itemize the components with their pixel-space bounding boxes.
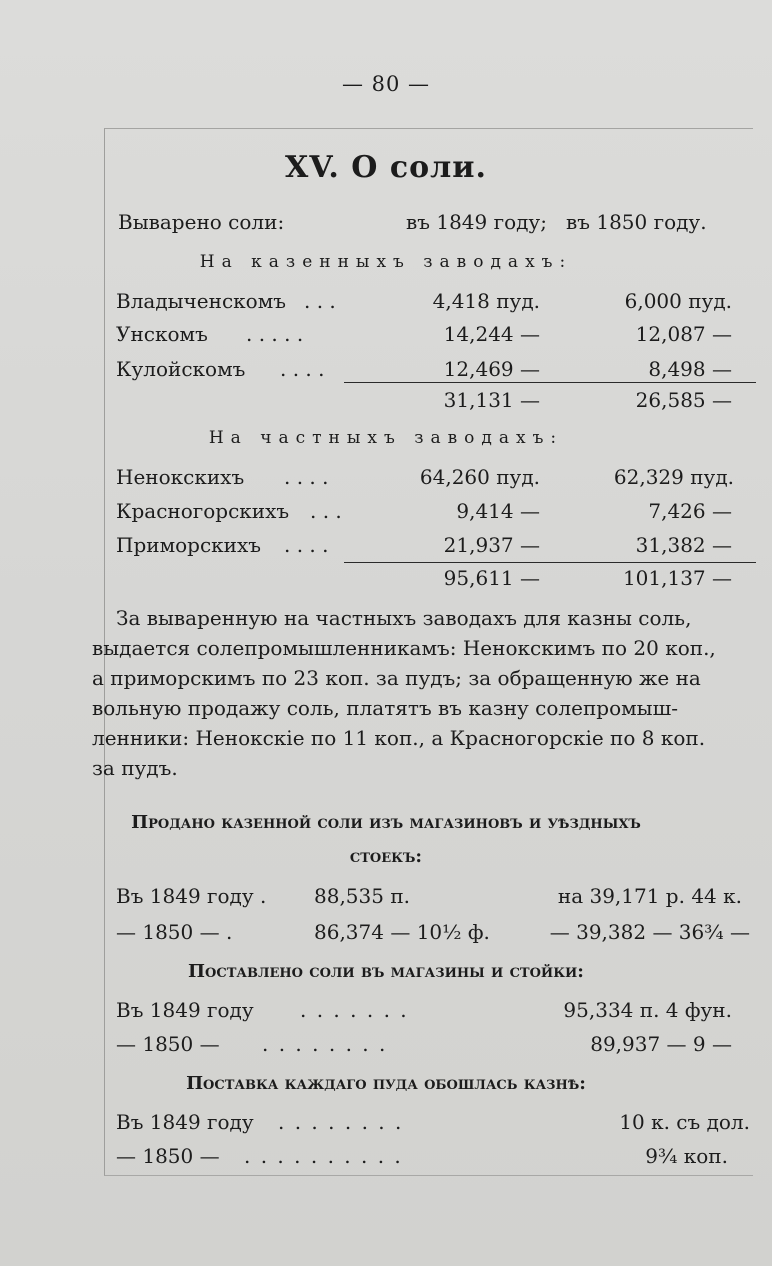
row-dots: . . . . (280, 357, 325, 381)
row-dots: . . . . (284, 533, 329, 557)
row-value-1850: 6,000 пуд. (624, 289, 732, 313)
cost-value: 9¾ коп. (645, 1144, 728, 1168)
delivered-year: Въ 1849 году (116, 998, 254, 1022)
row-value-1850: 12,087 — (635, 322, 732, 346)
row-name: Кулойскомъ (116, 357, 246, 381)
sold-heading: Продано казенной соли изъ магазиновъ и уѣздныхъ (131, 812, 641, 833)
row-value-1849: 21,937 — (443, 533, 540, 557)
delivered-dots: . . . . . . . . (262, 1032, 388, 1056)
page-number: — 80 — (341, 72, 431, 96)
header-col-1850: въ 1850 году. (566, 210, 707, 234)
paragraph-line: За вываренную на частныхъ заводахъ для казны соль, (116, 606, 692, 630)
delivered-heading: Поставлено соли въ магазины и стойки: (188, 961, 584, 982)
row-dots: . . . (304, 289, 336, 313)
cost-year: Въ 1849 году (116, 1110, 254, 1134)
delivered-year: — 1850 — (116, 1032, 220, 1056)
row-name: Унскомъ (116, 322, 208, 346)
cost-year: — 1850 — (116, 1144, 220, 1168)
row-value-1850: 31,382 — (635, 533, 732, 557)
state-total-1850: 26,585 — (635, 388, 732, 412)
paragraph-line: за пудъ. (92, 756, 178, 780)
row-value-1849: 4,418 пуд. (432, 289, 540, 313)
row-name: Приморскихъ (116, 533, 262, 557)
row-value-1850: 62,329 пуд. (613, 465, 734, 489)
paragraph-line: вольную продажу соль, платятъ въ казну солепромыш- (92, 696, 678, 720)
sold-qty: 88,535 п. (314, 884, 411, 908)
row-value-1850: 8,498 — (648, 357, 732, 381)
state-total-1849: 31,131 — (443, 388, 540, 412)
cost-dots: . . . . . . . . . . (244, 1144, 403, 1168)
row-value-1849: 9,414 — (456, 499, 540, 523)
paragraph-line: а приморскимъ по 23 коп. за пудъ; за обращенную же на (92, 666, 701, 690)
paragraph-line: ленники: Ненокскіе по 11 коп., а Красногорскіе по 8 коп. (92, 726, 706, 750)
row-value-1850: 7,426 — (648, 499, 732, 523)
row-dots: . . . . (284, 465, 329, 489)
sold-qty: 86,374 — 10½ ф. (314, 920, 490, 944)
private-factories-heading: На частныхъ заводахъ: (208, 428, 564, 448)
row-value-1849: 64,260 пуд. (419, 465, 540, 489)
sold-heading-cont: стоекъ: (349, 846, 423, 867)
row-name: Владыченскомъ (116, 289, 286, 313)
paragraph-line: выдается солепромышленникамъ: Ненокскимъ по 20 коп., (92, 636, 716, 660)
sold-year: Въ 1849 году . (116, 884, 267, 908)
delivered-dots: . . . . . . . (300, 998, 409, 1022)
delivered-value: 89,937 — 9 — (590, 1032, 732, 1056)
sold-year: — 1850 — . (116, 920, 233, 944)
sold-sum: — 39,382 — 36¾ — (549, 920, 750, 944)
sum-rule (344, 382, 756, 383)
cost-dots: . . . . . . . . (278, 1110, 404, 1134)
sum-rule (344, 562, 756, 563)
private-total-1850: 101,137 — (622, 566, 732, 590)
row-value-1849: 12,469 — (443, 357, 540, 381)
row-name: Красногорскихъ (116, 499, 290, 523)
delivered-value: 95,334 п. 4 фун. (563, 998, 732, 1022)
section-title: XV. О соли. (285, 150, 487, 185)
private-total-1849: 95,611 — (443, 566, 540, 590)
header-col-1849: въ 1849 году; (406, 210, 547, 234)
row-value-1849: 14,244 — (443, 322, 540, 346)
cost-heading: Поставка каждаго пуда обошлась казнѣ: (186, 1073, 586, 1094)
cost-value: 10 к. съ дол. (619, 1110, 750, 1134)
row-dots: . . . . . (246, 322, 304, 346)
header-label: Выварено соли: (118, 210, 285, 234)
state-factories-heading: На казенныхъ заводахъ: (199, 252, 573, 272)
row-dots: . . . (310, 499, 342, 523)
sold-sum: на 39,171 р. 44 к. (557, 884, 742, 908)
row-name: Ненокскихъ (116, 465, 245, 489)
